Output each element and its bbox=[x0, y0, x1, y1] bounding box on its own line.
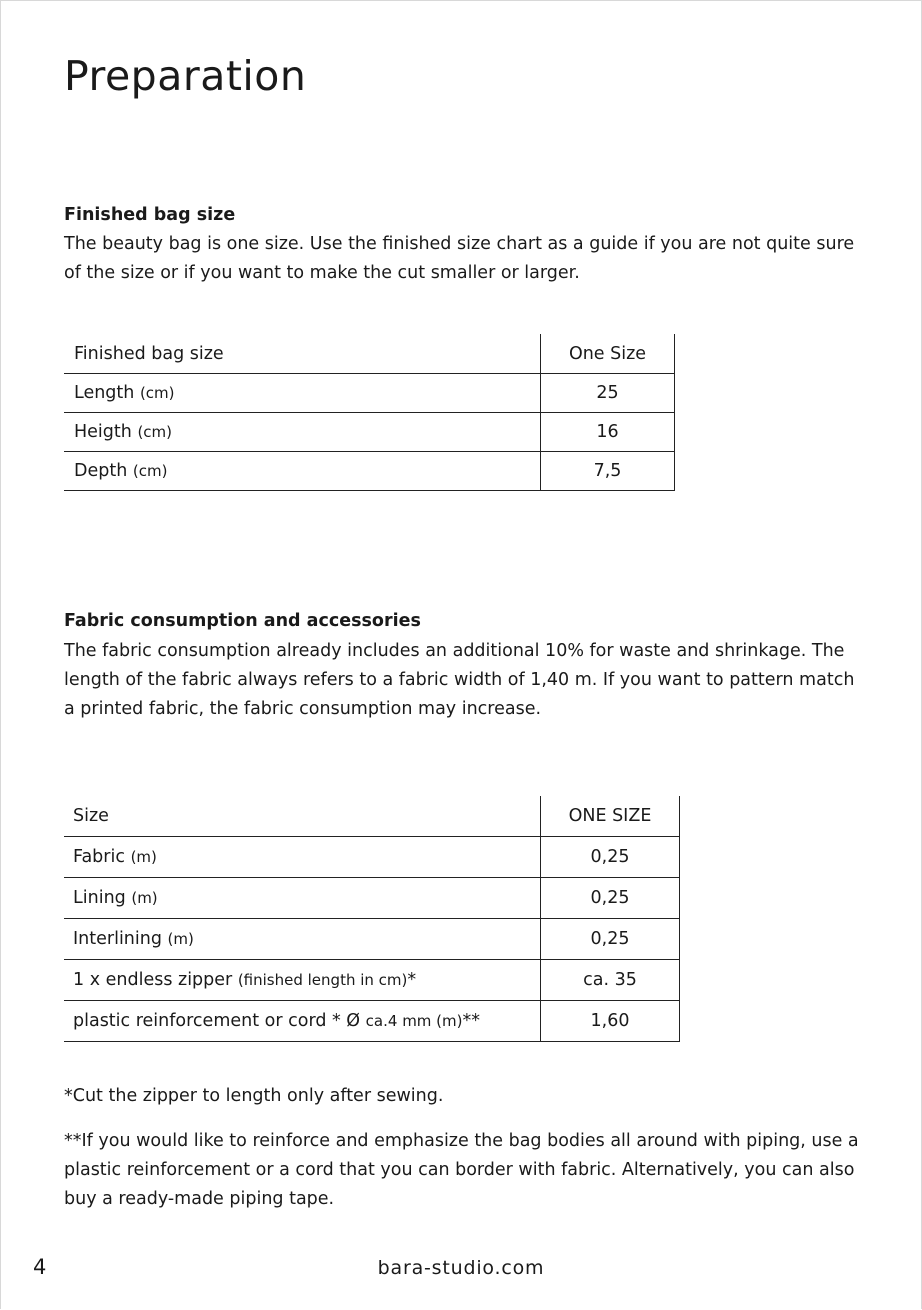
row-label bbox=[64, 919, 541, 960]
page-title: Preparation bbox=[64, 52, 307, 100]
row-label-text: plastic reinforcement or cord * Ø bbox=[73, 1011, 361, 1031]
table-row bbox=[64, 413, 675, 452]
row-label bbox=[64, 452, 541, 491]
row-label bbox=[64, 960, 541, 1001]
row-label-text: Length bbox=[74, 383, 135, 403]
row-value: ca. 35 bbox=[541, 960, 680, 1001]
finished-size-table bbox=[64, 334, 675, 491]
row-unit: (cm) bbox=[137, 423, 173, 441]
table-header-label: Size bbox=[64, 796, 541, 837]
row-value: 7,5 bbox=[541, 452, 675, 491]
table-row bbox=[64, 452, 675, 491]
row-label bbox=[64, 374, 541, 413]
table-row bbox=[64, 1001, 680, 1042]
table-row bbox=[64, 878, 680, 919]
row-label-text: Depth bbox=[74, 461, 128, 481]
note-piping: **If you would like to reinforce and emphasize the bag bodies all around with piping, use a plastic reinforcement or a cord that you can border with fabric. Alternatively, you can also buy a ready-made piping tape. bbox=[64, 1131, 859, 1209]
row-value: 25 bbox=[541, 374, 675, 413]
row-value: 0,25 bbox=[541, 878, 680, 919]
row-unit: (cm) bbox=[139, 384, 175, 402]
row-label-text: Fabric bbox=[73, 847, 125, 867]
table-header-value: One Size bbox=[541, 334, 675, 374]
row-value: 0,25 bbox=[541, 837, 680, 878]
row-value: 16 bbox=[541, 413, 675, 452]
row-label bbox=[64, 837, 541, 878]
finished-size-heading: Finished bag size bbox=[64, 205, 236, 225]
table-header-row bbox=[64, 796, 680, 837]
row-label bbox=[64, 1001, 541, 1042]
row-label-text: Heigth bbox=[74, 422, 132, 442]
fabric-heading: Fabric consumption and accessories bbox=[64, 611, 421, 631]
table-header-label: Finished bag size bbox=[64, 334, 541, 374]
table-row bbox=[64, 837, 680, 878]
row-suffix: ** bbox=[462, 1011, 480, 1031]
table-row bbox=[64, 919, 680, 960]
row-label-text: Interlining bbox=[73, 929, 162, 949]
row-label bbox=[64, 413, 541, 452]
row-label-text: 1 x endless zipper bbox=[73, 970, 233, 990]
row-unit: (m) bbox=[130, 848, 157, 866]
fabric-table bbox=[64, 796, 680, 1042]
row-label-text: Lining bbox=[73, 888, 126, 908]
row-suffix: * bbox=[407, 970, 417, 990]
table-header-value: ONE SIZE bbox=[541, 796, 680, 837]
page-number: 4 bbox=[33, 1255, 47, 1279]
row-value: 0,25 bbox=[541, 919, 680, 960]
table-row bbox=[64, 960, 680, 1001]
row-unit: (m) bbox=[131, 889, 158, 907]
table-row bbox=[64, 374, 675, 413]
note-zipper: *Cut the zipper to length only after sewing. bbox=[64, 1086, 444, 1106]
row-unit: (m) bbox=[167, 930, 194, 948]
row-unit: (finished length in cm) bbox=[237, 971, 408, 989]
row-label bbox=[64, 878, 541, 919]
row-value: 1,60 bbox=[541, 1001, 680, 1042]
finished-size-description: The beauty bag is one size. Use the finished size chart as a guide if you are not quite sure of the size or if you want to make the cut smaller or larger. bbox=[64, 234, 855, 283]
fabric-description: The fabric consumption already includes an additional 10% for waste and shrinkage. The length of the fabric always refers to a fabric width of 1,40 m. If you want to pattern match a printed fabric, the fabric consumption may increase. bbox=[64, 641, 855, 719]
table-header-row bbox=[64, 334, 675, 374]
row-unit: (cm) bbox=[132, 462, 168, 480]
website-url: bara-studio.com bbox=[377, 1257, 545, 1279]
row-unit: ca.4 mm (m) bbox=[365, 1012, 463, 1030]
